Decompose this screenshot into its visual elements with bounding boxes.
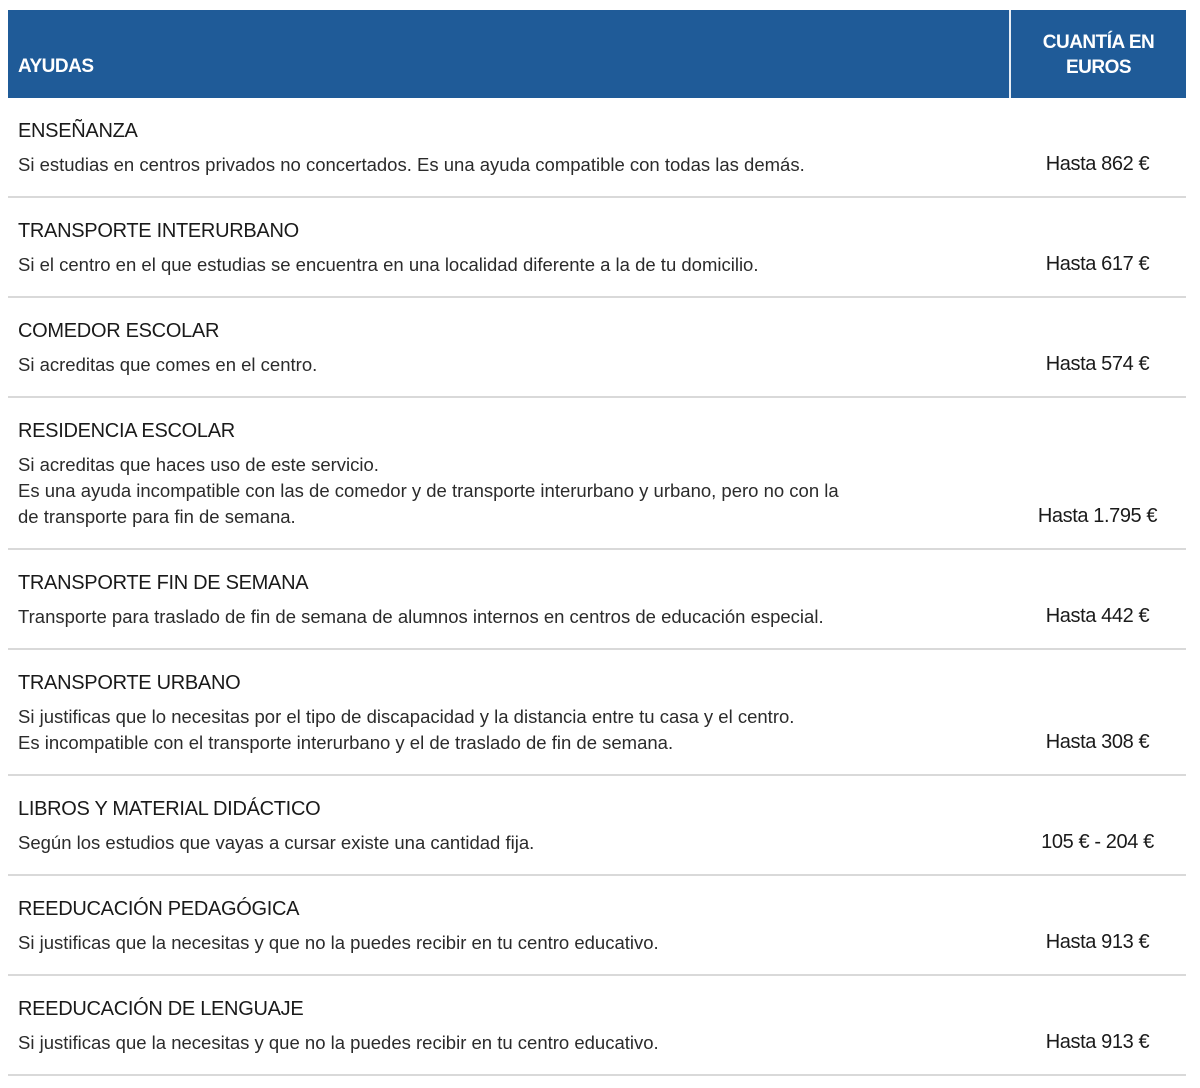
row-description: Si estudias en centros privados no concertados. Es una ayuda compatible con todas las demás.	[18, 154, 805, 175]
header-cuantia-line1: CUANTÍA EN	[1042, 32, 1155, 53]
row-title: LIBROS Y MATERIAL DIDÁCTICO	[18, 798, 321, 820]
row-amount: Hasta 862 €	[1045, 153, 1150, 175]
table-row-transporte-interurbano	[8, 198, 1186, 298]
row-description-line: Es incompatible con el transporte interurbano y el de traslado de fin de semana.	[18, 732, 674, 753]
row-title: TRANSPORTE URBANO	[18, 672, 241, 694]
row-amount: Hasta 913 €	[1045, 1031, 1150, 1053]
row-title: ENSEÑANZA	[18, 120, 138, 142]
table-row-reeducacion-lenguaje	[8, 976, 1186, 1076]
row-amount: Hasta 617 €	[1045, 253, 1150, 275]
row-title: TRANSPORTE FIN DE SEMANA	[18, 572, 309, 594]
table-row-transporte-fin-de-semana	[8, 550, 1186, 650]
row-title: REEDUCACIÓN PEDAGÓGICA	[18, 898, 300, 920]
table-row-transporte-urbano	[8, 650, 1186, 776]
row-description: Si justificas que la necesitas y que no la puedes recibir en tu centro educativo.	[18, 1032, 659, 1053]
row-description-line: de transporte para fin de semana.	[18, 506, 296, 527]
header-ayudas: AYUDAS	[18, 56, 94, 77]
row-description: Si justificas que la necesitas y que no la puedes recibir en tu centro educativo.	[18, 932, 659, 953]
row-description: Según los estudios que vayas a cursar existe una cantidad fija.	[18, 832, 535, 853]
table-row-reeducacion-pedagogica	[8, 876, 1186, 976]
row-description-line: Es una ayuda incompatible con las de comedor y de transporte interurbano y urbano, pero no con la	[18, 480, 839, 501]
row-title: TRANSPORTE INTERURBANO	[18, 220, 299, 242]
row-description: Transporte para traslado de fin de semana de alumnos internos en centros de educación especial.	[18, 606, 824, 627]
row-amount: Hasta 308 €	[1045, 731, 1150, 753]
header-cuantia	[1011, 10, 1186, 98]
row-title: REEDUCACIÓN DE LENGUAJE	[18, 998, 304, 1020]
table-row-comedor-escolar	[8, 298, 1186, 398]
table-row-ensenanza	[8, 98, 1186, 198]
row-description-line: Si acreditas que haces uso de este servicio.	[18, 454, 379, 475]
row-amount: Hasta 913 €	[1045, 931, 1150, 953]
row-description: Si acreditas que comes en el centro.	[18, 354, 318, 375]
row-title: COMEDOR ESCOLAR	[18, 320, 220, 342]
ayudas-table	[8, 10, 1186, 1076]
row-amount: 105 € - 204 €	[1041, 831, 1154, 853]
header-cuantia-line2: EUROS	[1065, 57, 1132, 78]
row-amount: Hasta 574 €	[1045, 353, 1150, 375]
row-description: Si el centro en el que estudias se encuentra en una localidad diferente a la de tu domicilio.	[18, 254, 759, 275]
table-row-residencia-escolar	[8, 398, 1186, 550]
table-header	[8, 10, 1186, 98]
table-row-libros-material	[8, 776, 1186, 876]
row-description-line: Si justificas que lo necesitas por el tipo de discapacidad y la distancia entre tu casa y el centro.	[18, 706, 795, 727]
row-amount: Hasta 1.795 €	[1037, 505, 1158, 527]
row-amount: Hasta 442 €	[1045, 605, 1150, 627]
row-title: RESIDENCIA ESCOLAR	[18, 420, 235, 442]
